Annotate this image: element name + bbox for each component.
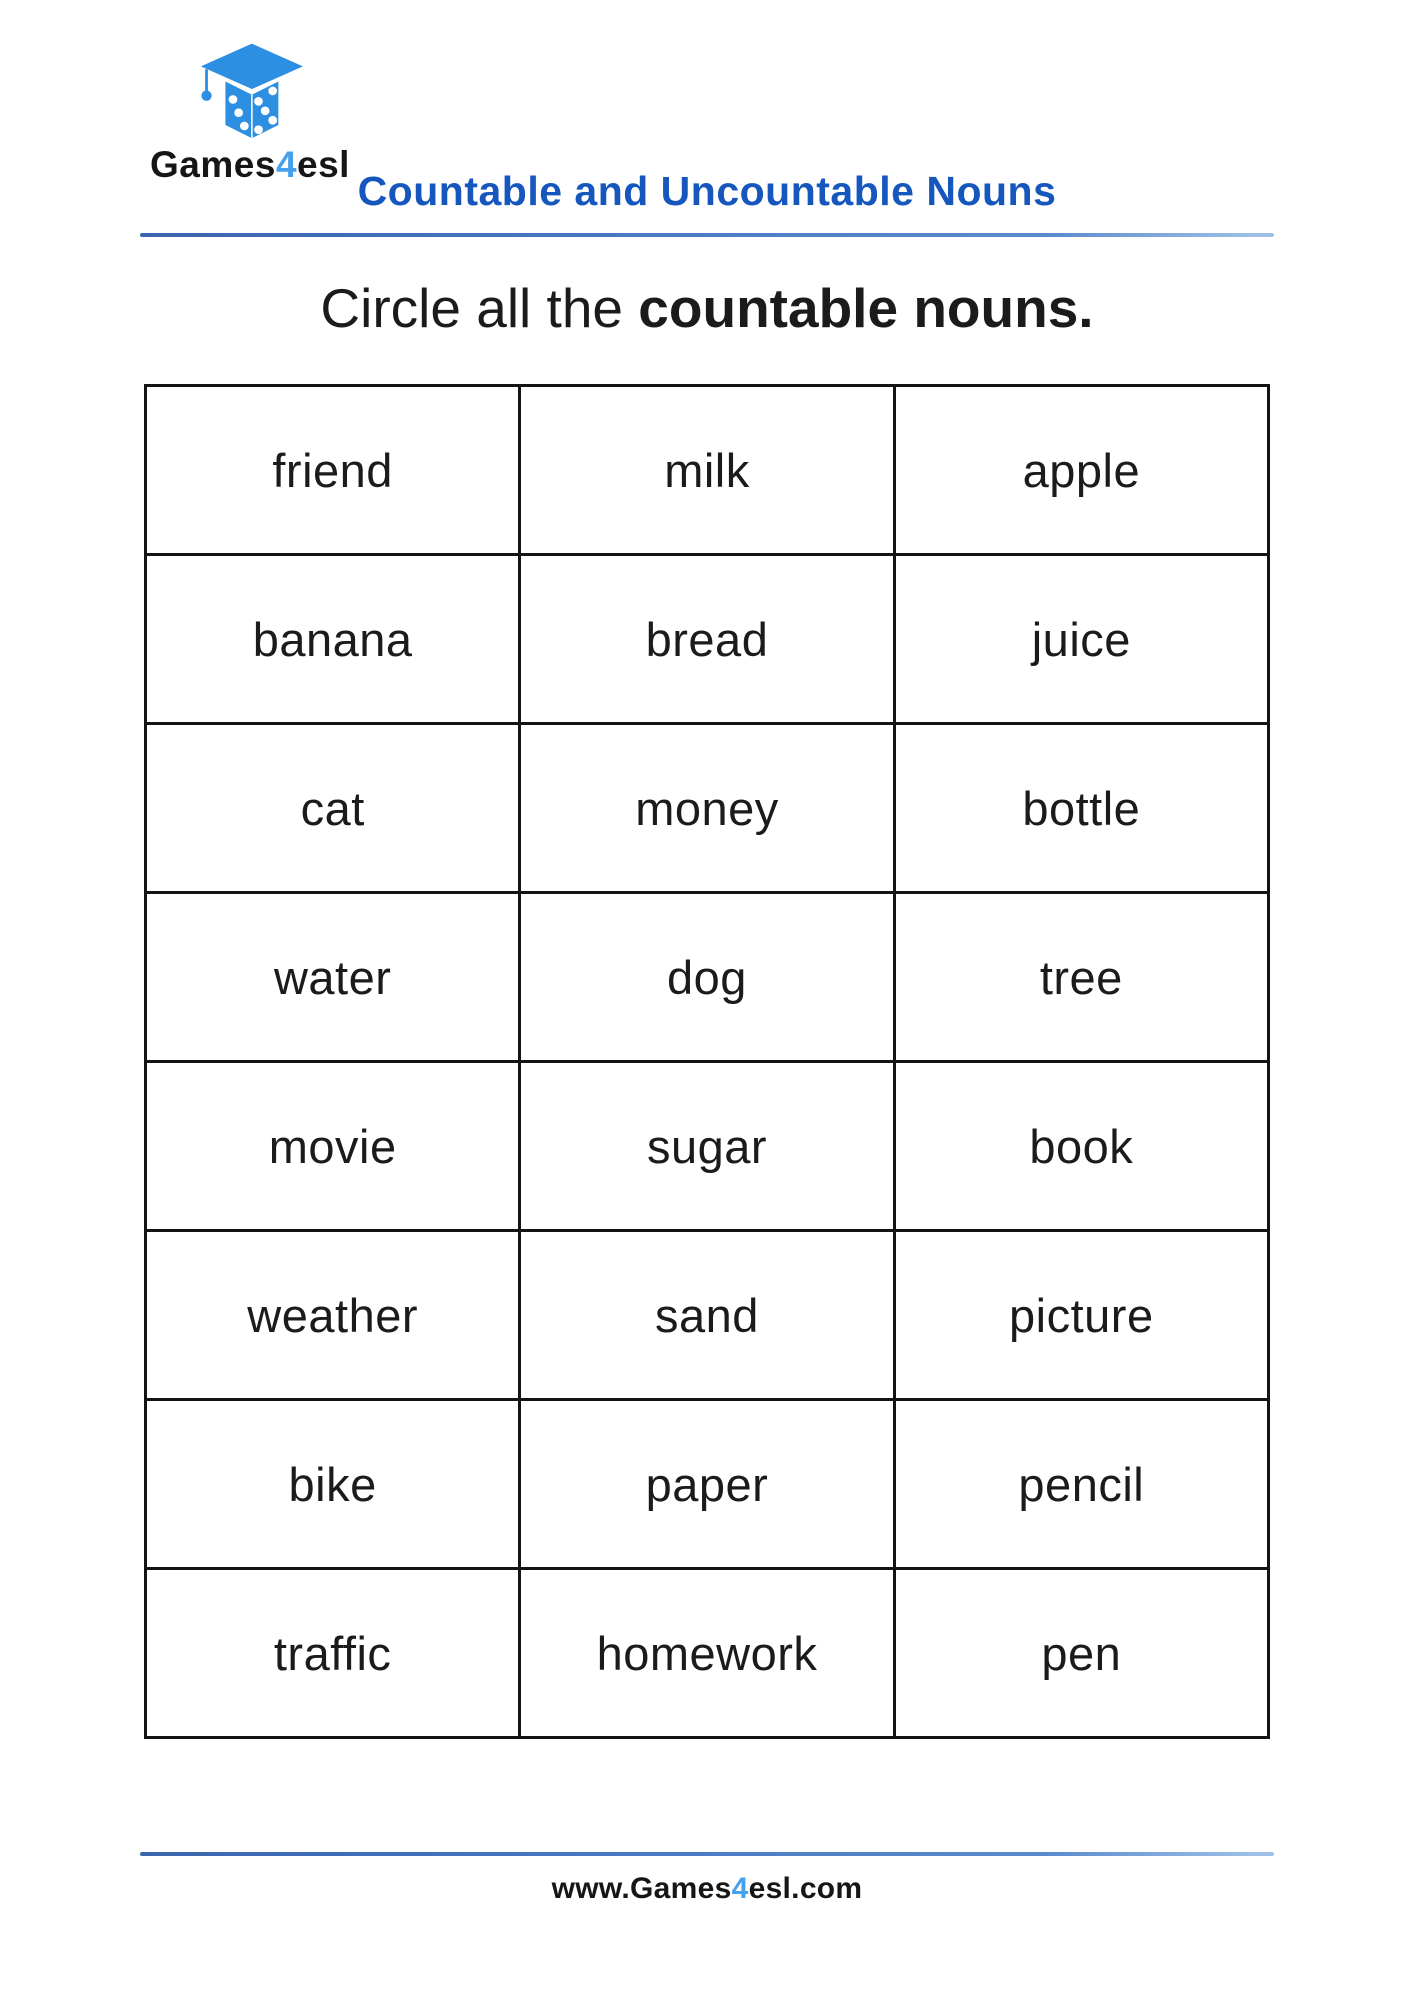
word-cell: movie	[146, 1062, 520, 1231]
footer-url	[0, 1872, 1414, 1906]
word-cell: apple	[894, 386, 1268, 555]
word-cell: paper	[520, 1400, 894, 1569]
word-cell: bread	[520, 555, 894, 724]
word-cell: money	[520, 724, 894, 893]
footer-url-prefix: www.Games	[551, 1872, 732, 1905]
table-row	[146, 1569, 1269, 1738]
logo	[140, 38, 360, 186]
page-title: Countable and Uncountable Nouns	[357, 168, 1057, 214]
footer-url-accent: 4	[731, 1872, 749, 1905]
word-cell: tree	[894, 893, 1268, 1062]
word-cell: sand	[520, 1231, 894, 1400]
table-row	[146, 1400, 1269, 1569]
instruction-normal: Circle all the	[320, 277, 639, 339]
dice-graduation-cap-icon	[188, 38, 312, 142]
word-cell: book	[894, 1062, 1268, 1231]
word-cell: pen	[894, 1569, 1268, 1738]
word-cell: weather	[146, 1231, 520, 1400]
word-cell: pencil	[894, 1400, 1268, 1569]
instruction-text	[0, 276, 1414, 340]
word-cell: juice	[894, 555, 1268, 724]
footer-divider	[140, 1852, 1274, 1856]
word-cell: bottle	[894, 724, 1268, 893]
word-cell: sugar	[520, 1062, 894, 1231]
word-cell: water	[146, 893, 520, 1062]
header-divider	[140, 233, 1274, 237]
word-cell: bike	[146, 1400, 520, 1569]
word-cell: dog	[520, 893, 894, 1062]
word-table	[144, 384, 1270, 1739]
table-row	[146, 724, 1269, 893]
footer-url-suffix: esl.com	[748, 1872, 863, 1905]
word-cell: traffic	[146, 1569, 520, 1738]
word-cell: homework	[520, 1569, 894, 1738]
table-row	[146, 1062, 1269, 1231]
word-cell: cat	[146, 724, 520, 893]
brand-prefix: Games	[150, 144, 276, 185]
table-row	[146, 893, 1269, 1062]
instruction-bold: countable nouns.	[638, 277, 1094, 339]
table-row	[146, 1231, 1269, 1400]
table-row	[146, 386, 1269, 555]
brand-suffix: esl	[297, 144, 350, 185]
word-cell: banana	[146, 555, 520, 724]
brand-accent: 4	[275, 144, 298, 185]
word-cell: milk	[520, 386, 894, 555]
word-cell: friend	[146, 386, 520, 555]
table-row	[146, 555, 1269, 724]
word-cell: picture	[894, 1231, 1268, 1400]
